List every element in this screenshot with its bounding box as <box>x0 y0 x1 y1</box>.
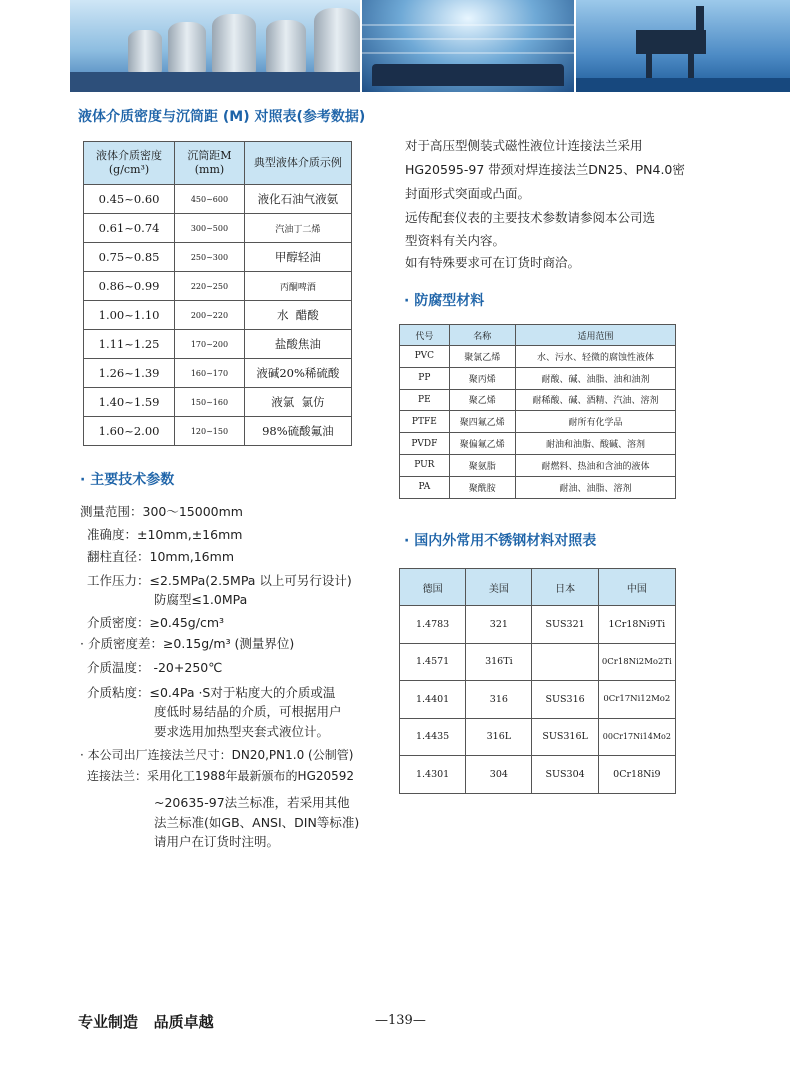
code-cell: PUR <box>400 454 450 476</box>
tech-line: 要求选用加热型夹套式液位计。 <box>154 724 330 739</box>
distance-cell: 160~170 <box>175 359 245 388</box>
usa-header: 美国 <box>466 569 532 606</box>
density-cell: 1.40~1.59 <box>84 388 175 417</box>
china-header: 中国 <box>598 569 675 606</box>
table-row <box>84 301 352 330</box>
china-cell: 1Cr18Ni9Ti <box>598 606 675 644</box>
usa-cell: 316L <box>466 718 532 756</box>
japan-cell: SUS316 <box>532 681 598 719</box>
tech-line: 工作压力：≤2.5MPa(2.5MPa 以上可另行设计) <box>87 573 352 588</box>
tech-line: 介质粘度：≤0.4Pa ·S对于粘度大的介质或温 <box>87 685 336 700</box>
china-cell: 0Cr18Ni2Mo2Ti <box>598 643 675 681</box>
distance-header: 沉筒距M (mm) <box>175 142 245 185</box>
table-row <box>400 411 676 433</box>
usa-cell: 316Ti <box>466 643 532 681</box>
tech-line: 准确度：±10mm,±16mm <box>87 527 243 542</box>
distance-cell: 120~150 <box>175 417 245 446</box>
materials-title: · 防腐型材料 <box>404 293 485 309</box>
table-row <box>84 388 352 417</box>
intro-line: 远传配套仪表的主要技术参数请参阅本公司选 <box>405 210 656 225</box>
usage-cell: 耐油、油脂、溶剂 <box>515 476 675 498</box>
intro-line: HG20595-97 带颈对焊连接法兰DN25、PN4.0密 <box>405 162 685 177</box>
usage-cell: 耐所有化学品 <box>515 411 675 433</box>
name-cell: 聚四氟乙烯 <box>449 411 515 433</box>
usage-cell: 耐酸、碱、油脂、油和油剂 <box>515 367 675 389</box>
tech-title: · 主要技术参数 <box>80 472 175 488</box>
table-row <box>400 756 676 794</box>
table-row <box>84 272 352 301</box>
tech-line: 测量范围：300～15000mm <box>80 504 243 519</box>
usage-header: 适用范围 <box>515 325 675 346</box>
intro-line: 对于高压型侧装式磁性液位计连接法兰采用 <box>405 138 643 153</box>
example-cell: 汽油丁二烯 <box>244 214 351 243</box>
page-number: —139— <box>375 1013 426 1028</box>
density-table-title: 液体介质密度与沉筒距 (M) 对照表(参考数据) <box>78 109 366 125</box>
tech-line: 法兰标准(如GB、ANSI、DIN等标准) <box>154 815 360 830</box>
example-cell: 盐酸焦油 <box>244 330 351 359</box>
code-cell: PE <box>400 389 450 411</box>
table-row <box>400 389 676 411</box>
density-cell: 1.00~1.10 <box>84 301 175 330</box>
offshore-platform-image <box>576 0 790 92</box>
table-row <box>400 367 676 389</box>
name-cell: 聚偏氟乙烯 <box>449 433 515 455</box>
name-cell: 聚氯乙烯 <box>449 346 515 368</box>
density-cell: 0.45~0.60 <box>84 185 175 214</box>
china-cell: 0Cr17Ni12Mo2 <box>598 681 675 719</box>
code-cell: PVDF <box>400 433 450 455</box>
example-header: 典型液体介质示例 <box>244 142 351 185</box>
japan-cell: SUS304 <box>532 756 598 794</box>
china-cell: 0Cr18Ni9 <box>598 756 675 794</box>
table-row <box>84 214 352 243</box>
usa-cell: 316 <box>466 681 532 719</box>
table-row <box>400 643 676 681</box>
example-cell: 甲醇轻油 <box>244 243 351 272</box>
distance-cell: 250~300 <box>175 243 245 272</box>
germany-cell: 1.4435 <box>400 718 466 756</box>
table-row <box>400 433 676 455</box>
tech-line: · 介质密度差：≥0.15g/m³ (测量界位) <box>80 636 295 651</box>
name-cell: 聚丙烯 <box>449 367 515 389</box>
example-cell: 液氯 氯仿 <box>244 388 351 417</box>
example-cell: 液碱20%稀硫酸 <box>244 359 351 388</box>
germany-cell: 1.4301 <box>400 756 466 794</box>
distance-cell: 170~200 <box>175 330 245 359</box>
table-row <box>84 243 352 272</box>
usage-cell: 水、污水、轻微的腐蚀性液体 <box>515 346 675 368</box>
distance-cell: 150~160 <box>175 388 245 417</box>
example-cell: 98%硫酸氟油 <box>244 417 351 446</box>
density-cell: 1.11~1.25 <box>84 330 175 359</box>
distance-cell: 300~500 <box>175 214 245 243</box>
name-header: 名称 <box>449 325 515 346</box>
distance-cell: 220~250 <box>175 272 245 301</box>
table-row <box>84 417 352 446</box>
usage-cell: 耐燃料、热油和含油的液体 <box>515 454 675 476</box>
code-cell: PP <box>400 367 450 389</box>
density-cell: 0.61~0.74 <box>84 214 175 243</box>
japan-header: 日本 <box>532 569 598 606</box>
tech-line: 翻柱直径：10mm,16mm <box>87 549 234 564</box>
name-cell: 聚乙烯 <box>449 389 515 411</box>
germany-cell: 1.4783 <box>400 606 466 644</box>
density-table <box>83 141 352 446</box>
usa-cell: 321 <box>466 606 532 644</box>
example-cell: 液化石油气液氨 <box>244 185 351 214</box>
table-row <box>84 359 352 388</box>
table-row <box>400 606 676 644</box>
header-banner <box>70 0 790 92</box>
distance-cell: 450~600 <box>175 185 245 214</box>
footer-slogan: 专业制造 品质卓越 <box>78 1013 214 1031</box>
tech-line: 度低时易结晶的介质，可根据用户 <box>154 704 342 719</box>
tech-line: ~20635-97法兰标准，若采用其他 <box>154 795 350 810</box>
japan-cell: SUS321 <box>532 606 598 644</box>
tech-line: · 本公司出厂连接法兰尺寸：DN20,PN1.0 (公制管) <box>80 748 354 762</box>
name-cell: 聚酰胺 <box>449 476 515 498</box>
code-cell: PVC <box>400 346 450 368</box>
cooling-towers-image <box>70 0 360 92</box>
usage-cell: 耐油和油脂、酸碱、溶剂 <box>515 433 675 455</box>
name-cell: 聚氨脂 <box>449 454 515 476</box>
tech-line: 防腐型≤1.0MPa <box>154 592 248 607</box>
china-cell: 00Cr17Ni14Mo2 <box>598 718 675 756</box>
germany-cell: 1.4401 <box>400 681 466 719</box>
control-room-image <box>362 0 574 92</box>
table-row <box>84 185 352 214</box>
japan-cell <box>532 643 598 681</box>
density-cell: 1.26~1.39 <box>84 359 175 388</box>
intro-line: 封面形式突面或凸面。 <box>405 186 531 201</box>
intro-line: 型资料有关内容。 <box>405 233 506 248</box>
example-cell: 丙酮啤酒 <box>244 272 351 301</box>
distance-cell: 200~220 <box>175 301 245 330</box>
tech-line: 请用户在订货时注明。 <box>154 834 280 849</box>
density-header: 液体介质密度 (g/cm³) <box>84 142 175 185</box>
code-cell: PTFE <box>400 411 450 433</box>
density-cell: 0.75~0.85 <box>84 243 175 272</box>
table-row <box>400 346 676 368</box>
tech-line: 连接法兰：采用化工1988年最新颁布的HG20592 <box>87 769 355 783</box>
steel-table <box>399 568 676 794</box>
table-row <box>400 454 676 476</box>
japan-cell: SUS316L <box>532 718 598 756</box>
table-row <box>84 330 352 359</box>
table-row <box>400 476 676 498</box>
code-header: 代号 <box>400 325 450 346</box>
germany-cell: 1.4571 <box>400 643 466 681</box>
tech-line: 介质密度：≥0.45g/cm³ <box>87 615 225 630</box>
code-cell: PA <box>400 476 450 498</box>
example-cell: 水 醋酸 <box>244 301 351 330</box>
tech-line: 介质温度： -20+250℃ <box>87 660 223 675</box>
table-row <box>400 681 676 719</box>
germany-header: 德国 <box>400 569 466 606</box>
usage-cell: 耐稀酸、碱、酒精、汽油、溶剂 <box>515 389 675 411</box>
table-row <box>400 718 676 756</box>
steel-title: · 国内外常用不锈钢材料对照表 <box>404 533 597 549</box>
density-cell: 1.60~2.00 <box>84 417 175 446</box>
intro-line: 如有特殊要求可在订货时商洽。 <box>405 255 581 270</box>
density-cell: 0.86~0.99 <box>84 272 175 301</box>
usa-cell: 304 <box>466 756 532 794</box>
materials-table <box>399 324 676 499</box>
